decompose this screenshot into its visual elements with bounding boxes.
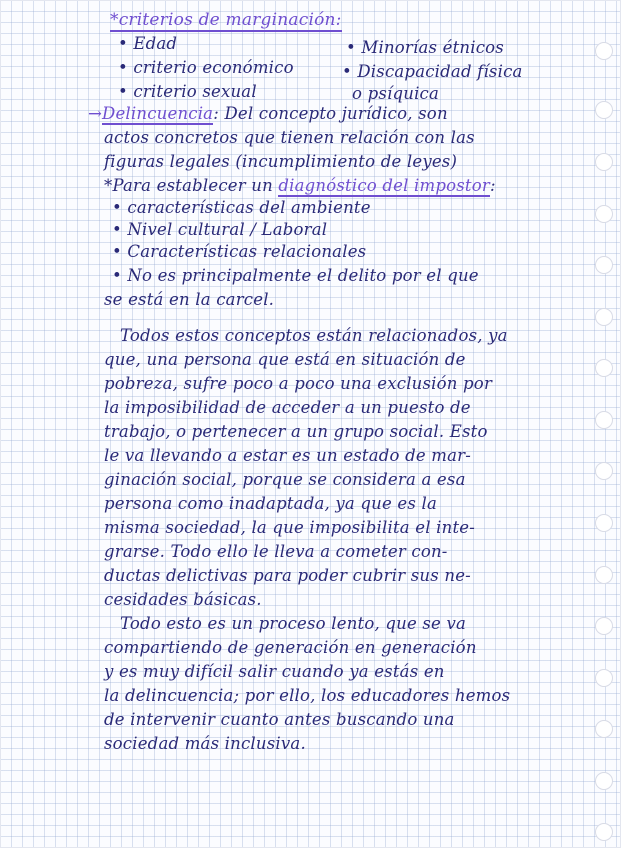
binder-hole [595, 462, 613, 480]
binder-hole [595, 772, 613, 790]
binder-hole [595, 205, 613, 223]
paragraph1-line: ductas delictivas para poder cubrir sus ne- [104, 566, 471, 585]
paragraph2-line: la delincuencia; por ello, los educadores hemos [104, 686, 511, 705]
criteria-item-psychic: o psíquica [352, 84, 440, 103]
paragraph2-line: y es muy difícil salir cuando ya estás en [104, 662, 445, 681]
binder-hole [595, 823, 613, 841]
delinquency-line [88, 104, 448, 123]
diagnosis-bullet-relational: • Características relacionales [112, 242, 367, 261]
binder-hole [595, 617, 613, 635]
delinquency-term: Delincuencia [102, 104, 214, 123]
arrow-icon: → [88, 104, 103, 123]
delinquency-definition-1: : Del concepto jurídico, son [213, 104, 448, 123]
diagnosis-bullet-cultural: • Nivel cultural / Laboral [112, 220, 328, 239]
paragraph1-line: misma sociedad, la que imposibilita el inte- [104, 518, 476, 537]
paragraph1-line: trabajo, o pertenecer a un grupo social. Esto [104, 422, 488, 441]
diagnosis-line [104, 176, 496, 195]
paragraph1-line: pobreza, sufre poco a poco una exclusión por [104, 374, 493, 393]
binder-hole [595, 720, 613, 738]
diagnosis-bullet-not-crime-cont: se está en la carcel. [104, 290, 275, 309]
binder-hole [595, 566, 613, 584]
binder-hole [595, 411, 613, 429]
delinquency-definition-3: figuras legales (incumplimiento de leyes) [104, 152, 458, 171]
criteria-item-age: • Edad [118, 34, 178, 53]
binder-hole [595, 42, 613, 60]
binder-hole [595, 153, 613, 171]
diagnosis-term: diagnóstico del impostor [278, 176, 490, 195]
binder-hole [595, 101, 613, 119]
binder-hole [595, 308, 613, 326]
paragraph1-line: persona como inadaptada, ya que es la [104, 494, 437, 513]
criteria-heading: *criterios de marginación: [110, 10, 342, 30]
criteria-item-economic: • criterio económico [118, 58, 294, 77]
paragraph1-line: le va llevando a estar es un estado de mar- [104, 446, 471, 465]
paragraph2-line: de intervenir cuanto antes buscando una [104, 710, 455, 729]
diagnosis-suffix: : [489, 176, 496, 195]
paragraph1-line: cesidades básicas. [104, 590, 262, 609]
paragraph2-line: Todo esto es un proceso lento, que se va [120, 614, 467, 633]
paragraph1-line: Todos estos conceptos están relacionados, ya [120, 326, 508, 345]
binder-hole [595, 256, 613, 274]
criteria-item-disability: • Discapacidad física [342, 62, 523, 81]
diagnosis-bullet-not-crime: • No es principalmente el delito por el que [112, 266, 479, 285]
paragraph2-line: compartiendo de generación en generación [104, 638, 477, 657]
criteria-item-sexual: • criterio sexual [118, 82, 257, 101]
diagnosis-bullet-environment: • características del ambiente [112, 198, 371, 217]
paragraph1-line: que, una persona que está en situación de [104, 350, 466, 369]
binder-hole [595, 359, 613, 377]
paragraph1-line: ginación social, porque se considera a esa [104, 470, 466, 489]
criteria-item-ethnic: • Minorías étnicos [346, 38, 504, 57]
binder-hole [595, 514, 613, 532]
paragraph1-line: la imposibilidad de acceder a un puesto de [104, 398, 471, 417]
binder-hole [595, 669, 613, 687]
delinquency-definition-2: actos concretos que tienen relación con las [104, 128, 475, 147]
paragraph2-line: sociedad más inclusiva. [104, 734, 306, 753]
diagnosis-prefix: *Para establecer un [104, 176, 279, 195]
paragraph1-line: grarse. Todo ello le lleva a cometer con- [104, 542, 448, 561]
